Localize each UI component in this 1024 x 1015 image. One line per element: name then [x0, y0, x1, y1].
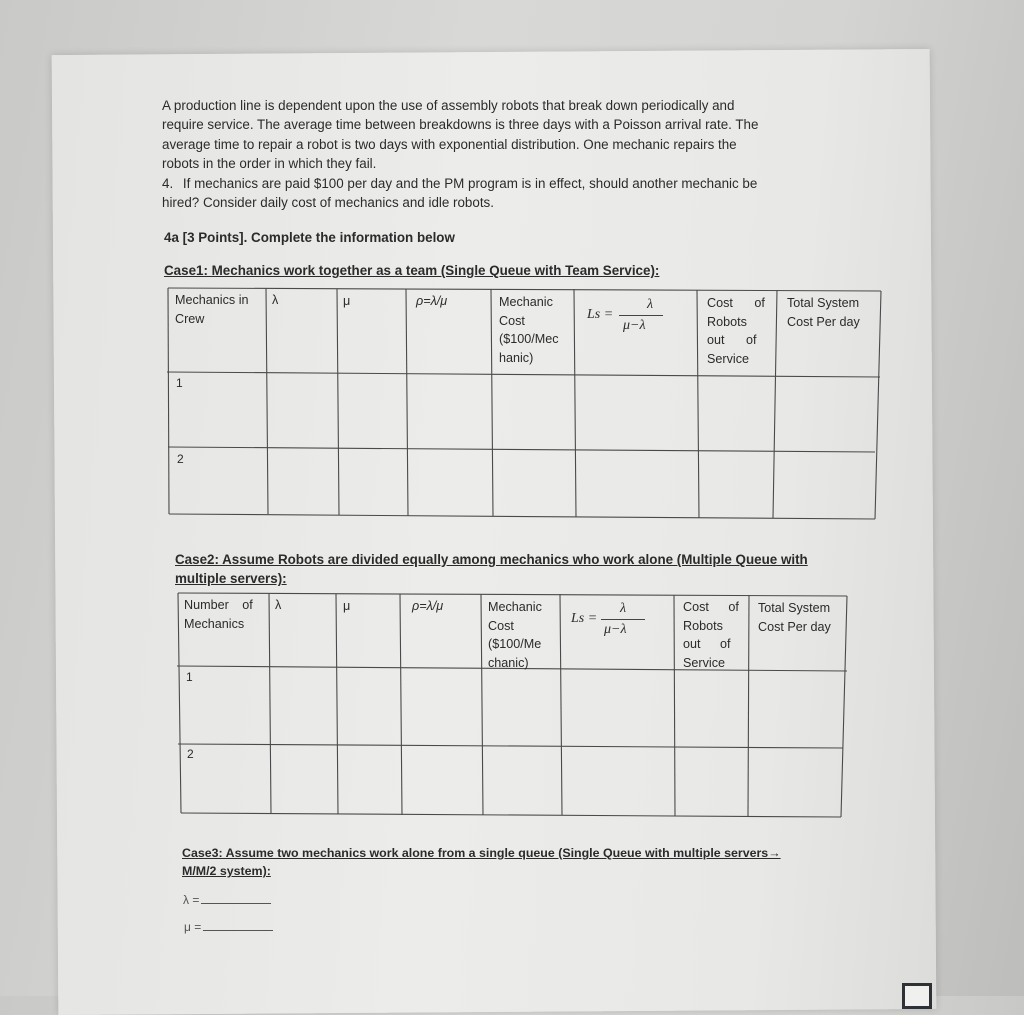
case1-row-label: 2 — [177, 452, 184, 466]
ls-formula-lhs: Ls = — [571, 611, 598, 626]
ls-formula-denominator: μ−λ — [623, 318, 646, 333]
mu-blank[interactable] — [203, 918, 273, 931]
checkbox-icon — [902, 983, 932, 1009]
ls-fraction-bar — [601, 619, 645, 620]
lambda-label: λ = — [183, 893, 200, 907]
case2-col-lambda-header: λ — [275, 598, 282, 612]
case3-mu-field[interactable] — [184, 918, 273, 934]
problem-line: average time to repair a robot is two days with exponential distribution. One mechanic repairs the — [162, 136, 737, 152]
case2-col-mu-header: μ — [343, 599, 351, 613]
ls-formula-denominator: μ−λ — [604, 622, 627, 637]
problem-line: A production line is dependent upon the use of assembly robots that break down periodically and — [162, 98, 735, 113]
case2-col-total-cost-header: Total System Cost Per day — [758, 601, 831, 634]
case2-col-mechanics-header: Number of Mechanics — [184, 598, 253, 631]
ls-formula-numerator: λ — [620, 601, 627, 616]
case3-lambda-field[interactable] — [183, 891, 271, 907]
case1-col-lambda-header: λ — [272, 293, 279, 307]
case2-heading: Case2: Assume Robots are divided equally among mechanics who work alone (Multiple Queue with multiple servers): — [175, 552, 808, 587]
ls-formula-numerator: λ — [647, 297, 654, 312]
case3-heading: Case3: Assume two mechanics work alone from a single queue (Single Queue with multiple servers→ M/M/2 system): — [182, 846, 781, 878]
mu-label: μ = — [184, 920, 202, 934]
case1-col-mechanics-header: Mechanics in Crew — [175, 293, 249, 326]
case1-heading: Case1: Mechanics work together as a team (Single Queue with Team Service): — [164, 263, 660, 278]
part-4a-heading: 4a [3 Points]. Complete the information below — [164, 230, 455, 245]
problem-line: require service. The average time between breakdowns is three days with a Poisson arrival rate. The — [162, 117, 759, 133]
case1-col-mu-header: μ — [343, 294, 351, 308]
question-text-cont: hired? Consider daily cost of mechanics and idle robots. — [162, 195, 494, 211]
lambda-blank[interactable] — [201, 891, 271, 904]
case1-col-mechanic-cost-header: Mechanic Cost ($100/Mec hanic) — [499, 295, 559, 365]
case2-col-robot-cost-header: Cost of Robots out of Service — [683, 600, 739, 670]
question-text: If mechanics are paid $100 per day and the PM program is in effect, should another mechanic be — [182, 175, 758, 191]
question-number: 4. — [162, 175, 174, 191]
case1-col-rho-header: ρ=λ/μ — [416, 294, 448, 308]
case2-col-mechanic-cost-header: Mechanic Cost ($100/Me chanic) — [488, 600, 542, 670]
case2-row-label: 1 — [186, 670, 193, 684]
case1-col-robot-cost-header: Cost of Robots out of Service — [707, 296, 765, 366]
case2-row-label: 2 — [187, 747, 194, 761]
problem-line: robots in the order in which they fail. — [162, 156, 377, 172]
case1-row-label: 1 — [176, 376, 183, 390]
case1-col-total-cost-header: Total System Cost Per day — [787, 296, 860, 329]
ls-formula-lhs: Ls = — [587, 307, 614, 322]
case2-col-rho-header: ρ=λ/μ — [412, 599, 444, 613]
